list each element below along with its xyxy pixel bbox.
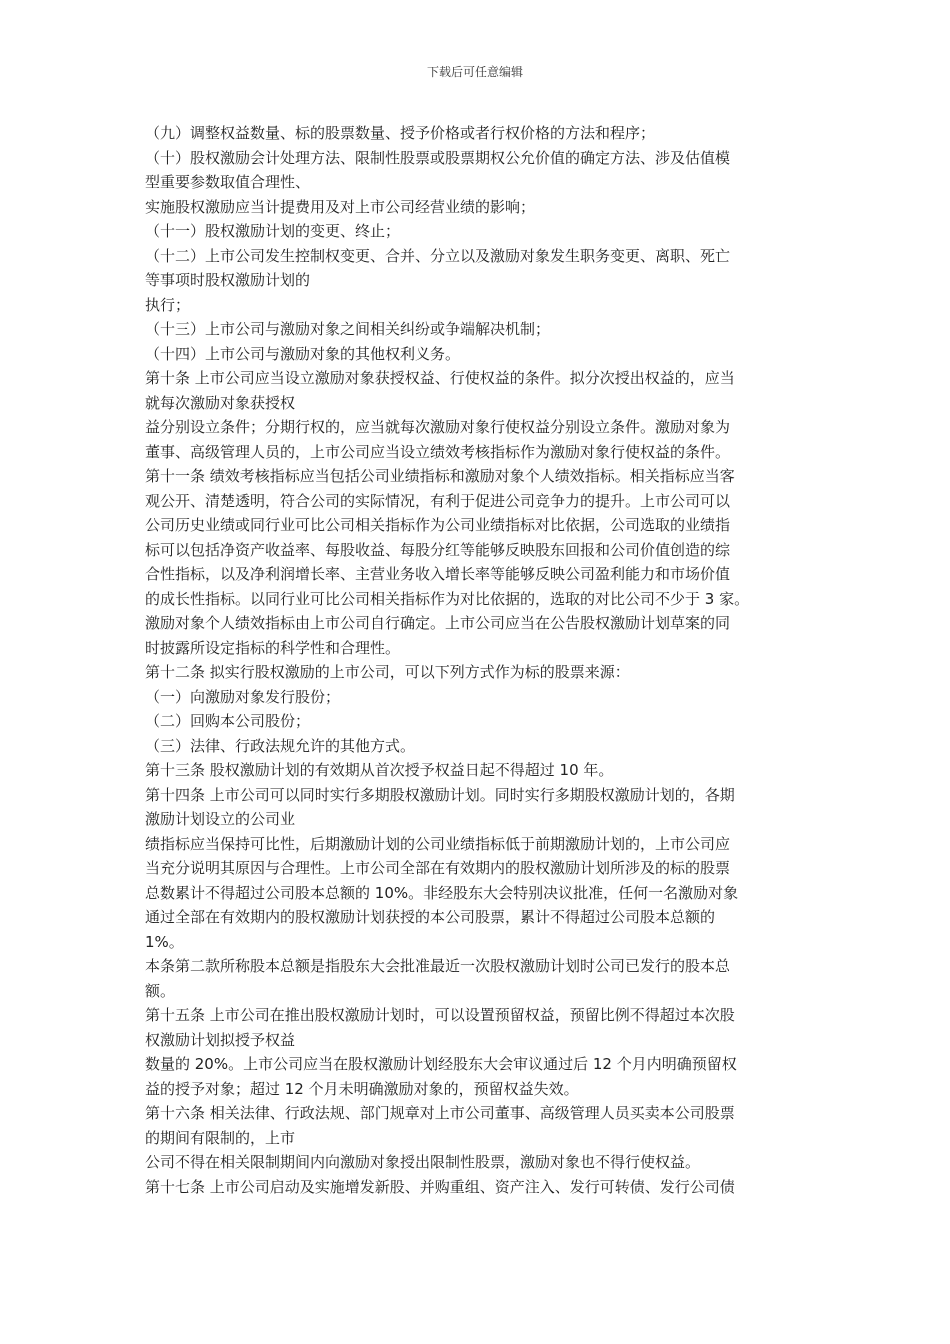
text-line: 合性指标，以及净利润增长率、主营业务收入增长率等能够反映公司盈利能力和市场价值 [145, 565, 731, 583]
text-line: 时披露所设定指标的科学性和合理性。 [145, 638, 401, 657]
text-line: （十）股权激励会计处理方法、限制性股票或股票期权公允价值的确定方法、涉及估值模 [145, 148, 731, 167]
text-line: 公司历史业绩或同行业可比公司相关指标作为公司业绩指标对比依据，公司选取的业绩指 [145, 516, 731, 534]
text-line: 本条第二款所称股本总额是指股东大会批准最近一次股权激励计划时公司已发行的股本总 [145, 957, 731, 975]
text-line: 激励对象个人绩效指标由上市公司自行确定。上市公司应当在公告股权激励计划草案的同 [145, 614, 731, 632]
text-line: 第十五条 上市公司在推出股权激励计划时，可以设置预留权益，预留比例不得超过本次股 [145, 1006, 735, 1024]
text-line: 第十条 上市公司应当设立激励对象获授权益、行使权益的条件。拟分次授出权益的，应当 [145, 369, 735, 387]
text-line: 的期间有限制的，上市 [145, 1128, 296, 1147]
text-line: 第十七条 上市公司启动及实施增发新股、并购重组、资产注入、发行可转债、发行公司债 [145, 1177, 735, 1196]
text-line: 当充分说明其原因与合理性。上市公司全部在有效期内的股权激励计划所涉及的标的股票 [145, 859, 731, 877]
text-line: 型重要参数取值合理性、 [145, 173, 311, 191]
document-body [145, 121, 813, 1199]
text-line: 第十一条 绩效考核指标应当包括公司业绩指标和激励对象个人绩效指标。相关指标应当客 [145, 467, 735, 485]
text-line: 第十二条 拟实行股权激励的上市公司，可以下列方式作为标的股票来源： [145, 663, 630, 681]
text-line: （九）调整权益数量、标的股票数量、授予价格或者行权价格的方法和程序； [145, 124, 656, 142]
text-line: 通过全部在有效期内的股权激励计划获授的本公司股票，累计不得超过公司股本总额的 [145, 908, 716, 926]
text-line: 公司不得在相关限制期间内向激励对象授出限制性股票，激励对象也不得行使权益。 [145, 1153, 701, 1171]
text-line: 的成长性指标。以同行业可比公司相关指标作为对比依据的，选取的对比公司不少于 3 家。 [145, 589, 750, 608]
text-line: 第十四条 上市公司可以同时实行多期股权激励计划。同时实行多期股权激励计划的，各期 [145, 785, 735, 804]
text-line: 观公开、清楚透明，符合公司的实际情况，有利于促进公司竞争力的提升。上市公司可以 [145, 491, 731, 510]
text-line: 额。 [145, 981, 176, 1000]
text-line: 标可以包括净资产收益率、每股收益、每股分红等能够反映股东回报和公司价值创造的综 [145, 540, 731, 559]
text-line: 总数累计不得超过公司股本总额的 10%。非经股东大会特别决议批准，任何一名激励对象 [145, 883, 739, 902]
text-line: 第十三条 股权激励计划的有效期从首次授予权益日起不得超过 10 年。 [145, 761, 614, 779]
text-line: 实施股权激励应当计提费用及对上市公司经营业绩的影响； [145, 197, 536, 216]
text-line: （三）法律、行政法规允许的其他方式。 [145, 736, 416, 755]
text-line: 等事项时股权激励计划的 [145, 271, 311, 289]
text-line: 权激励计划拟授予权益 [145, 1030, 296, 1049]
text-line: 益分别设立条件；分期行权的，应当就每次激励对象行使权益分别设立条件。激励对象为 [145, 418, 731, 436]
text-line: 1%。 [145, 932, 184, 951]
text-line: （十三）上市公司与激励对象之间相关纠纷或争端解决机制； [145, 320, 551, 338]
text-line: （二）回购本公司股份； [145, 712, 311, 730]
text-line: 数量的 20%。上市公司应当在股权激励计划经股东大会审议通过后 12 个月内明确预留权 [145, 1055, 737, 1073]
text-line: （十四）上市公司与激励对象的其他权利义务。 [145, 344, 461, 363]
text-line: 董事、高级管理人员的，上市公司应当设立绩效考核指标作为激励对象行使权益的条件。 [145, 442, 731, 461]
page-header: 下载后可任意编辑 [426, 65, 523, 79]
text-line: 激励计划设立的公司业 [145, 810, 296, 828]
text-line: 执行； [145, 295, 191, 314]
text-line: （十二）上市公司发生控制权变更、合并、分立以及激励对象发生职务变更、离职、死亡 [145, 246, 731, 265]
text-line: 第十六条 相关法律、行政法规、部门规章对上市公司董事、高级管理人员买卖本公司股票 [145, 1104, 735, 1122]
text-line: 绩指标应当保持可比性，后期激励计划的公司业绩指标低于前期激励计划的，上市公司应 [145, 834, 731, 853]
text-line: （一）向激励对象发行股份； [145, 687, 341, 706]
text-line: 益的授予对象；超过 12 个月未明确激励对象的，预留权益失效。 [145, 1079, 579, 1098]
text-line: 就每次激励对象获授权 [145, 393, 296, 412]
text-line: （十一）股权激励计划的变更、终止； [145, 222, 401, 240]
